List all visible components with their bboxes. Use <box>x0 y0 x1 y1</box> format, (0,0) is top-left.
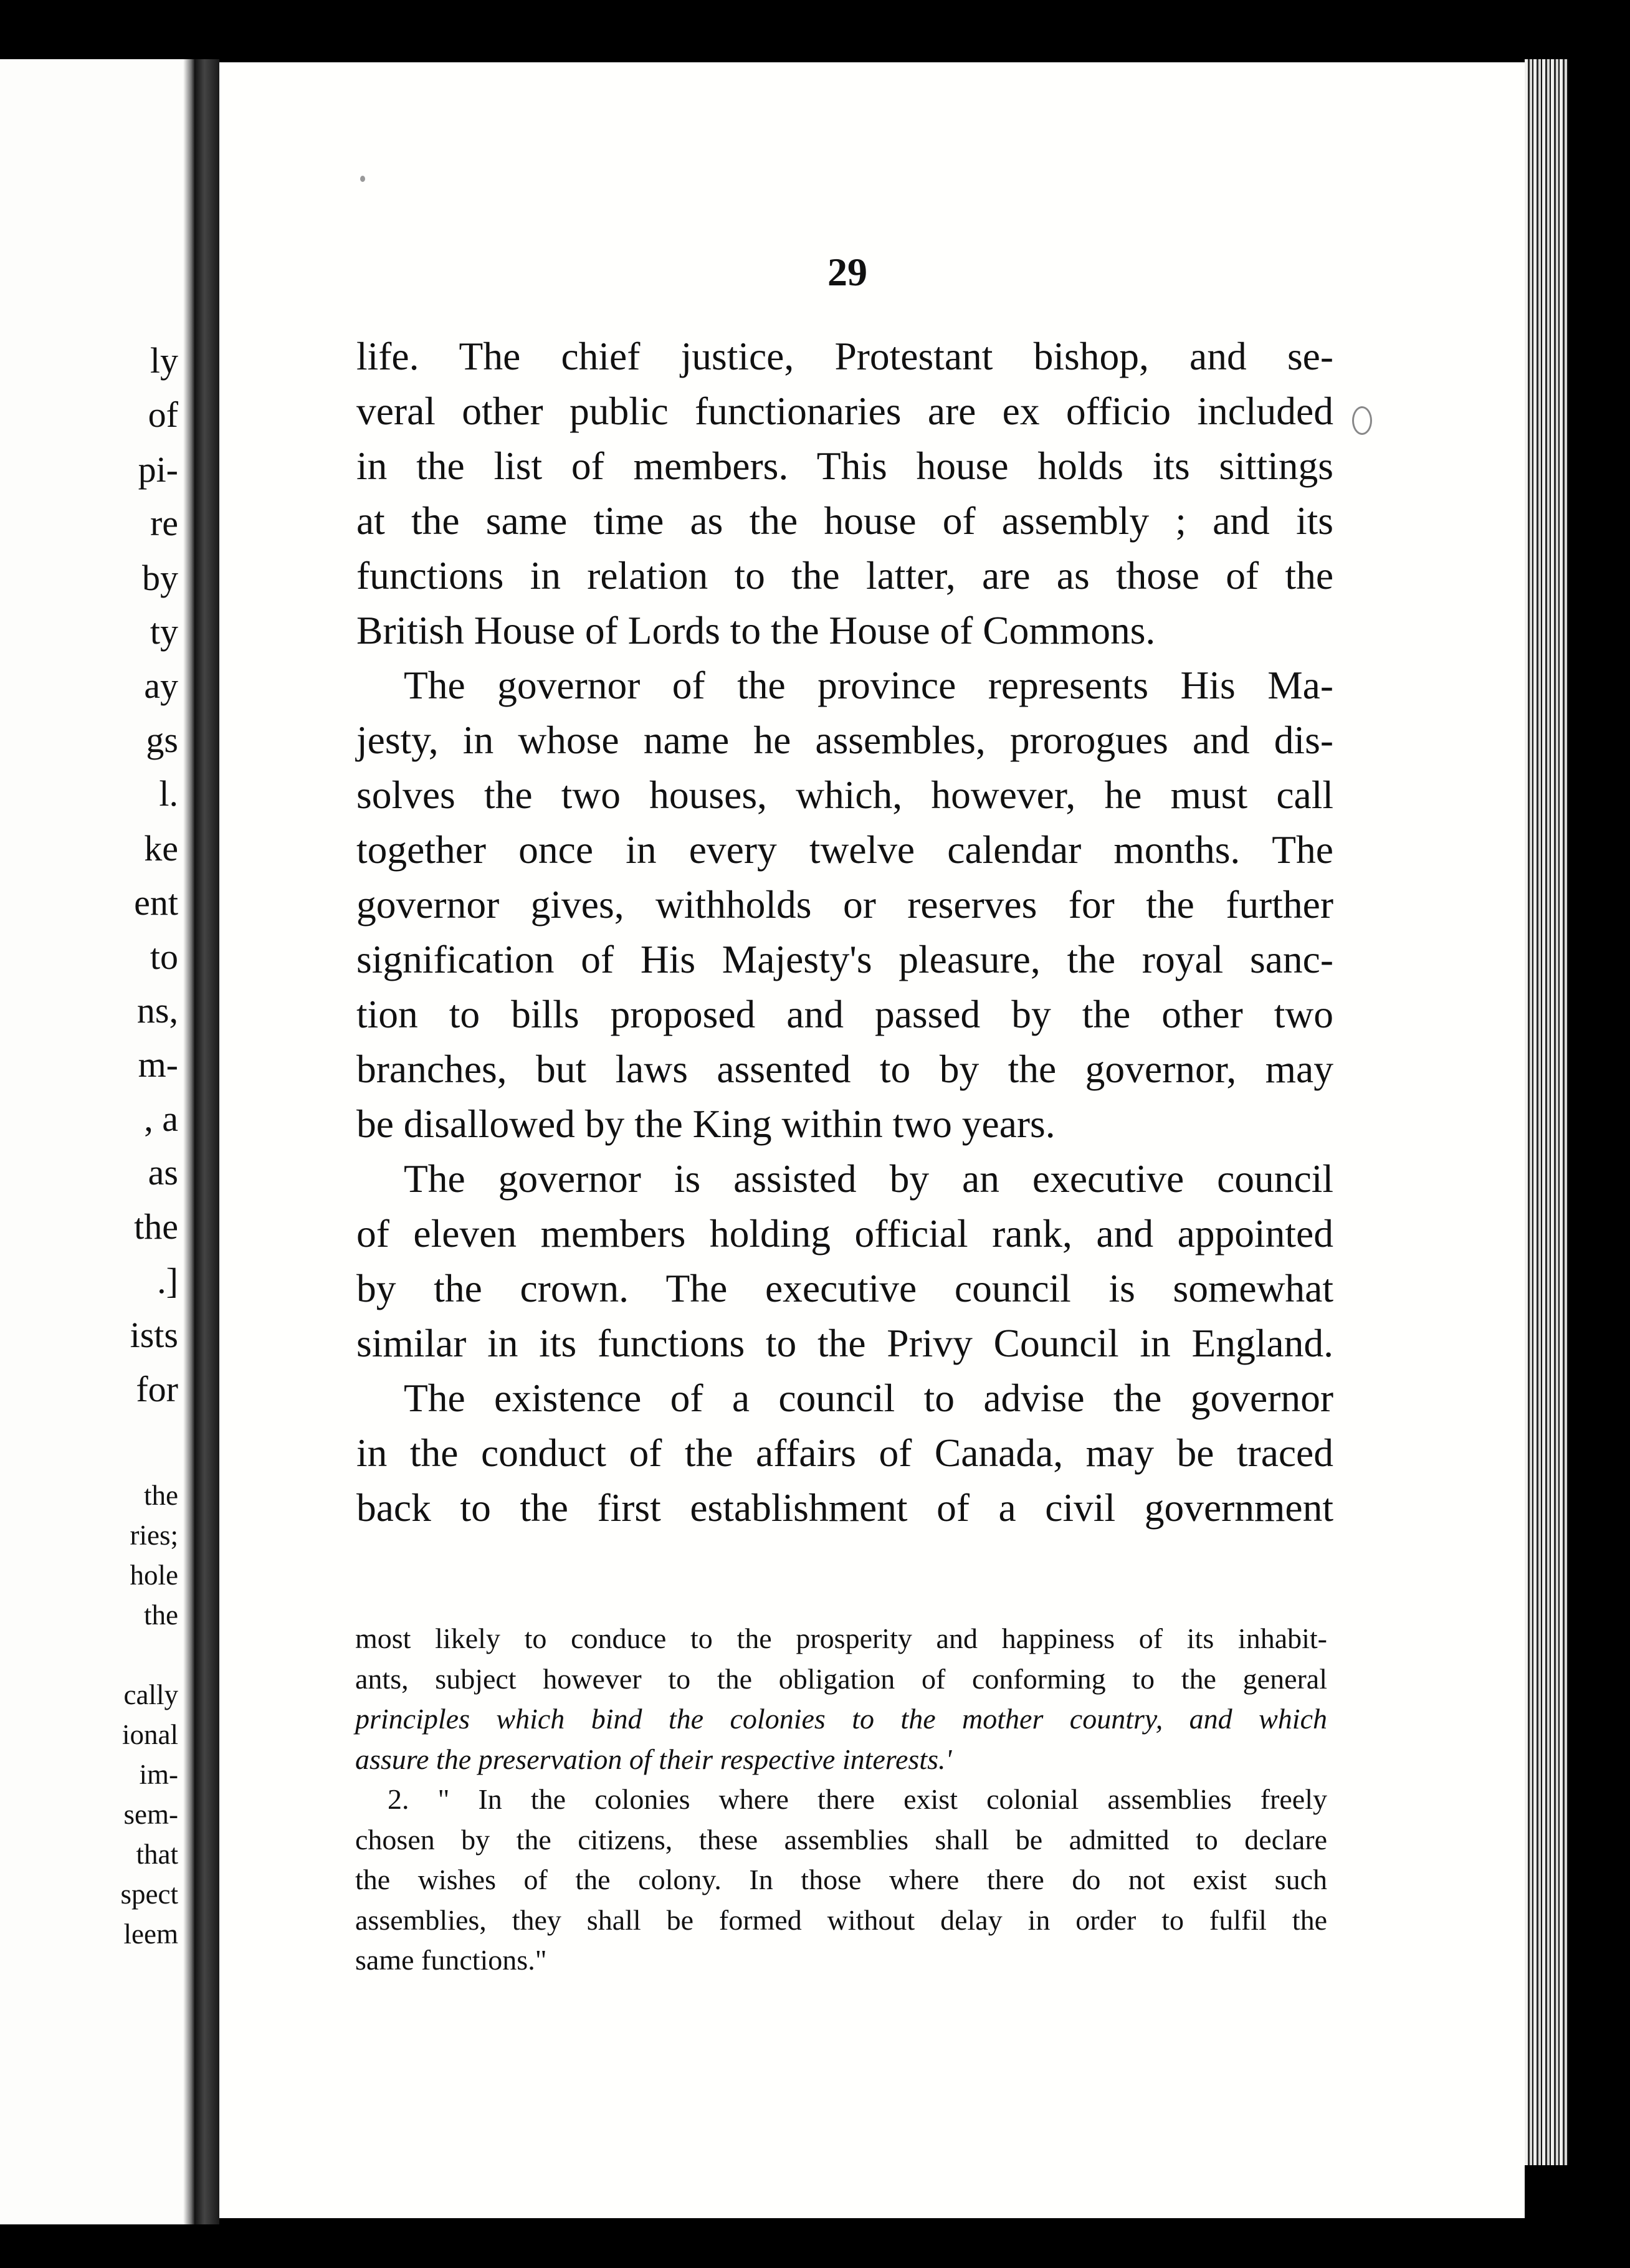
left-fragment: for <box>136 1369 178 1409</box>
paragraph <box>356 658 1333 1151</box>
text-line: jesty, in whose name he assembles, prorogues and dis- <box>356 718 1333 762</box>
text-line: back to the first establishment of a civil government <box>356 1485 1333 1530</box>
body-text <box>356 329 1333 1535</box>
paper-speck <box>360 176 365 182</box>
left-note-fragment: ries; <box>130 1520 178 1551</box>
left-fragment: ay <box>144 665 178 706</box>
left-fragment: ly <box>150 340 178 381</box>
page-edges <box>1525 59 1568 2165</box>
left-note-fragment: that <box>136 1839 178 1870</box>
left-note-fragment: sem- <box>123 1799 178 1830</box>
left-note-fragment: spect <box>120 1879 178 1910</box>
text-line: at the same time as the house of assembly ; and its <box>356 498 1333 543</box>
footnote-line: most likely to conduce to the prosperity and happiness of its inhabit- <box>355 1622 1327 1654</box>
text-line: veral other public functionaries are ex officio included <box>356 389 1333 433</box>
text-line: signification of His Majesty's pleasure, the royal sanc- <box>356 937 1333 981</box>
text-line: The existence of a council to advise the governor <box>404 1376 1333 1420</box>
text-line: The governor is assisted by an executive council <box>404 1156 1333 1201</box>
footnote-line: same functions." <box>355 1944 547 1976</box>
left-note-fragment: cally <box>123 1679 178 1710</box>
paragraph <box>356 1151 1333 1371</box>
text-line: be disallowed by the King within two years. <box>356 1102 1056 1146</box>
paragraph <box>356 1371 1333 1535</box>
footnote-line: ants, subject however to the obligation of conforming to the general <box>355 1662 1327 1695</box>
text-line: The governor of the province represents His Ma- <box>404 663 1333 707</box>
text-line: similar in its functions to the Privy Council in England. <box>356 1321 1333 1365</box>
page-number: 29 <box>827 250 867 294</box>
left-fragment: re <box>150 503 178 543</box>
left-fragment: pi- <box>138 449 178 490</box>
left-fragment: .] <box>157 1260 178 1301</box>
left-fragment: the <box>134 1206 178 1247</box>
left-note-fragment: hole <box>130 1560 178 1591</box>
left-fragment: ists <box>130 1315 178 1355</box>
margin-pencil-mark <box>1352 406 1372 435</box>
book-spine <box>194 59 219 2224</box>
gutter-shadow <box>183 59 194 2224</box>
footnote-line: principles which bind the colonies to the mother country, and which <box>355 1703 1327 1735</box>
footnotes <box>355 1619 1327 1981</box>
left-note-fragment: the <box>144 1599 178 1631</box>
left-note-fragment: im- <box>139 1759 178 1790</box>
left-fragment: ns, <box>136 990 178 1031</box>
text-line: tion to bills proposed and passed by the other two <box>356 992 1333 1036</box>
text-line: branches, but laws assented to by the governor, may <box>356 1047 1333 1091</box>
text-line: of eleven members holding official rank, and appointed <box>356 1211 1333 1256</box>
footnote-line: assure the preservation of their respective interests.' <box>355 1743 952 1775</box>
text-line: governor gives, withholds or reserves for the further <box>356 882 1333 927</box>
left-fragment: ke <box>144 828 178 869</box>
text-line: together once in every twelve calendar months. The <box>356 827 1333 872</box>
left-fragment: ty <box>150 611 178 652</box>
text-line: in the conduct of the affairs of Canada, may be traced <box>356 1431 1333 1475</box>
left-fragment: , a <box>144 1098 178 1139</box>
left-fragment: m- <box>138 1044 178 1085</box>
left-fragment: l. <box>159 773 178 814</box>
footnote-line: 2. " In the colonies where there exist colonial assemblies freely <box>388 1783 1327 1815</box>
footnote-line: chosen by the citizens, these assemblies shall be admitted to declare <box>355 1823 1327 1856</box>
left-fragment: to <box>150 936 178 977</box>
text-line: British House of Lords to the House of Commons. <box>356 608 1156 652</box>
left-note-fragment: leem <box>123 1918 178 1950</box>
left-fragment: by <box>142 558 178 598</box>
text-line: functions in relation to the latter, are as those of the <box>356 553 1333 598</box>
text-line: in the list of members. This house holds its sittings <box>356 444 1333 488</box>
left-note-fragment: ional <box>122 1719 178 1750</box>
text-line: life. The chief justice, Protestant bishop, and se- <box>356 334 1333 378</box>
text-line: solves the two houses, which, however, he must call <box>356 773 1333 817</box>
left-fragment: as <box>148 1152 178 1193</box>
paragraph <box>356 329 1333 658</box>
left-fragment: of <box>148 394 178 435</box>
footnote-line: the wishes of the colony. In those where there do not exist such <box>355 1864 1327 1895</box>
left-facing-page <box>0 59 194 2224</box>
left-fragment: ent <box>134 882 178 923</box>
left-fragment: gs <box>146 720 178 760</box>
footnote-line: assemblies, they shall be formed without delay in order to fulfil the <box>355 1904 1327 1936</box>
left-note-fragment: the <box>144 1480 178 1511</box>
text-line: by the crown. The executive council is somewhat <box>356 1266 1333 1310</box>
